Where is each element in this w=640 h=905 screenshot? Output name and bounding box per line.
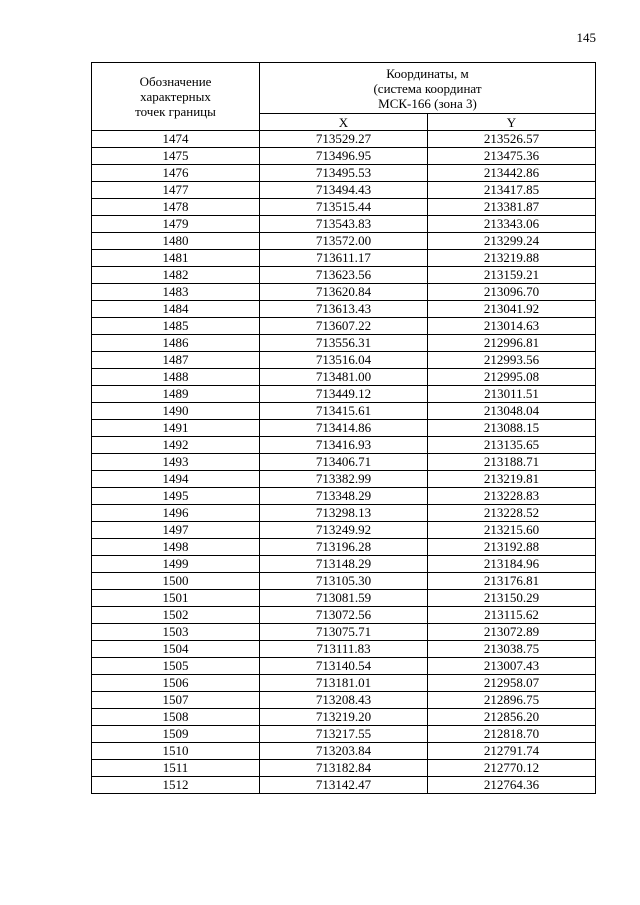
x-coordinate-cell: 713208.43	[260, 692, 428, 709]
table-row	[92, 505, 596, 522]
table-row	[92, 148, 596, 165]
table-header	[92, 63, 596, 131]
y-coordinate-cell: 213150.29	[428, 590, 596, 607]
table-row	[92, 641, 596, 658]
x-coordinate-cell: 713611.17	[260, 250, 428, 267]
y-coordinate-cell: 213048.04	[428, 403, 596, 420]
table-row	[92, 301, 596, 318]
x-coordinate-cell: 713382.99	[260, 471, 428, 488]
table-row	[92, 760, 596, 777]
point-id-cell: 1496	[92, 505, 260, 522]
point-designation-header	[92, 63, 260, 131]
y-coordinate-cell: 213184.96	[428, 556, 596, 573]
x-coordinate-cell: 713142.47	[260, 777, 428, 794]
table-row	[92, 267, 596, 284]
y-coordinate-cell: 213041.92	[428, 301, 596, 318]
table-row	[92, 233, 596, 250]
point-id-cell: 1498	[92, 539, 260, 556]
x-coordinate-cell: 713181.01	[260, 675, 428, 692]
point-id-cell: 1478	[92, 199, 260, 216]
x-coordinate-cell: 713140.54	[260, 658, 428, 675]
x-coordinate-cell: 713072.56	[260, 607, 428, 624]
table-row	[92, 539, 596, 556]
point-header-line: Обозначение	[139, 74, 212, 89]
point-id-cell: 1507	[92, 692, 260, 709]
y-coordinate-cell: 212995.08	[428, 369, 596, 386]
table-row	[92, 522, 596, 539]
coordinates-table	[91, 62, 596, 794]
table-row	[92, 284, 596, 301]
y-coordinate-cell: 212856.20	[428, 709, 596, 726]
y-coordinate-cell: 213007.43	[428, 658, 596, 675]
y-coordinate-cell: 213228.52	[428, 505, 596, 522]
y-coordinate-cell: 213115.62	[428, 607, 596, 624]
x-coordinate-cell: 713196.28	[260, 539, 428, 556]
x-coordinate-cell: 713219.20	[260, 709, 428, 726]
point-id-cell: 1509	[92, 726, 260, 743]
y-coordinate-cell: 213228.83	[428, 488, 596, 505]
point-id-cell: 1487	[92, 352, 260, 369]
y-coordinate-cell: 213526.57	[428, 131, 596, 148]
point-id-cell: 1504	[92, 641, 260, 658]
y-coordinate-cell: 213135.65	[428, 437, 596, 454]
table-row	[92, 777, 596, 794]
table-row	[92, 182, 596, 199]
y-coordinate-cell: 212996.81	[428, 335, 596, 352]
x-coordinate-cell: 713572.00	[260, 233, 428, 250]
page-number: 145	[576, 30, 596, 45]
x-coordinate-cell: 713543.83	[260, 216, 428, 233]
table-row	[92, 709, 596, 726]
point-id-cell: 1497	[92, 522, 260, 539]
table-row	[92, 658, 596, 675]
x-coordinate-cell: 713529.27	[260, 131, 428, 148]
x-coordinate-cell: 713620.84	[260, 284, 428, 301]
x-coordinate-cell: 713496.95	[260, 148, 428, 165]
x-coordinate-cell: 713249.92	[260, 522, 428, 539]
y-coordinate-cell: 213011.51	[428, 386, 596, 403]
point-id-cell: 1492	[92, 437, 260, 454]
x-coordinate-cell: 713494.43	[260, 182, 428, 199]
point-id-cell: 1489	[92, 386, 260, 403]
point-id-cell: 1484	[92, 301, 260, 318]
x-coordinate-cell: 713111.83	[260, 641, 428, 658]
y-coordinate-cell: 212818.70	[428, 726, 596, 743]
x-coordinate-cell: 713414.86	[260, 420, 428, 437]
point-id-cell: 1494	[92, 471, 260, 488]
x-coordinate-cell: 713495.53	[260, 165, 428, 182]
table-row	[92, 369, 596, 386]
y-coordinate-cell: 212896.75	[428, 692, 596, 709]
table-row	[92, 250, 596, 267]
x-coordinate-cell: 713623.56	[260, 267, 428, 284]
point-id-cell: 1503	[92, 624, 260, 641]
point-id-cell: 1474	[92, 131, 260, 148]
table-row	[92, 607, 596, 624]
point-id-cell: 1495	[92, 488, 260, 505]
table-row	[92, 420, 596, 437]
table-row	[92, 488, 596, 505]
table-row	[92, 743, 596, 760]
x-coordinate-cell: 713416.93	[260, 437, 428, 454]
y-coordinate-cell: 213188.71	[428, 454, 596, 471]
y-coordinate-cell: 213219.88	[428, 250, 596, 267]
x-coordinate-cell: 713415.61	[260, 403, 428, 420]
point-id-cell: 1505	[92, 658, 260, 675]
point-id-cell: 1490	[92, 403, 260, 420]
y-coordinate-cell: 213176.81	[428, 573, 596, 590]
x-coordinate-cell: 713298.13	[260, 505, 428, 522]
point-id-cell: 1475	[92, 148, 260, 165]
y-coordinate-cell: 213475.36	[428, 148, 596, 165]
point-header-line: характерных	[140, 89, 211, 104]
point-id-cell: 1501	[92, 590, 260, 607]
coordinates-header	[260, 63, 596, 114]
point-id-cell: 1493	[92, 454, 260, 471]
table-row	[92, 675, 596, 692]
y-coordinate-cell: 213299.24	[428, 233, 596, 250]
x-coordinate-cell: 713481.00	[260, 369, 428, 386]
y-coordinate-cell: 212791.74	[428, 743, 596, 760]
x-coordinate-cell: 713556.31	[260, 335, 428, 352]
point-id-cell: 1480	[92, 233, 260, 250]
y-coordinate-cell: 212993.56	[428, 352, 596, 369]
table-row	[92, 165, 596, 182]
x-coordinate-cell: 713607.22	[260, 318, 428, 335]
point-header-line: точек границы	[135, 104, 216, 119]
y-coordinate-cell: 212764.36	[428, 777, 596, 794]
y-coordinate-cell: 213343.06	[428, 216, 596, 233]
point-id-cell: 1476	[92, 165, 260, 182]
table-row	[92, 216, 596, 233]
y-coordinate-cell: 213072.89	[428, 624, 596, 641]
table-row	[92, 590, 596, 607]
table-row	[92, 335, 596, 352]
point-id-cell: 1499	[92, 556, 260, 573]
point-id-cell: 1481	[92, 250, 260, 267]
table-row	[92, 454, 596, 471]
point-id-cell: 1488	[92, 369, 260, 386]
x-coordinate-cell: 713182.84	[260, 760, 428, 777]
y-coordinate-cell: 213215.60	[428, 522, 596, 539]
table-row	[92, 131, 596, 148]
point-id-cell: 1510	[92, 743, 260, 760]
y-coordinate-cell: 213096.70	[428, 284, 596, 301]
x-coordinate-cell: 713203.84	[260, 743, 428, 760]
point-id-cell: 1506	[92, 675, 260, 692]
y-coordinate-cell: 213192.88	[428, 539, 596, 556]
point-id-cell: 1486	[92, 335, 260, 352]
y-coordinate-cell: 212770.12	[428, 760, 596, 777]
y-coordinate-cell: 213088.15	[428, 420, 596, 437]
x-coordinate-cell: 713081.59	[260, 590, 428, 607]
y-coordinate-cell: 213159.21	[428, 267, 596, 284]
y-coordinate-cell: 213381.87	[428, 199, 596, 216]
point-id-cell: 1511	[92, 760, 260, 777]
table-row	[92, 437, 596, 454]
table-body	[92, 131, 596, 794]
table-row	[92, 573, 596, 590]
table-row	[92, 471, 596, 488]
table-row	[92, 386, 596, 403]
x-column-header: X	[260, 114, 428, 131]
x-coordinate-cell: 713105.30	[260, 573, 428, 590]
table-row	[92, 556, 596, 573]
x-coordinate-cell: 713348.29	[260, 488, 428, 505]
point-id-cell: 1483	[92, 284, 260, 301]
point-id-cell: 1512	[92, 777, 260, 794]
x-coordinate-cell: 713613.43	[260, 301, 428, 318]
point-id-cell: 1485	[92, 318, 260, 335]
y-coordinate-cell: 213038.75	[428, 641, 596, 658]
y-coordinate-cell: 212958.07	[428, 675, 596, 692]
point-id-cell: 1491	[92, 420, 260, 437]
point-id-cell: 1502	[92, 607, 260, 624]
y-column-header: Y	[428, 114, 596, 131]
y-coordinate-cell: 213417.85	[428, 182, 596, 199]
y-coordinate-cell: 213219.81	[428, 471, 596, 488]
x-coordinate-cell: 713516.04	[260, 352, 428, 369]
point-id-cell: 1479	[92, 216, 260, 233]
y-coordinate-cell: 213014.63	[428, 318, 596, 335]
table-row	[92, 352, 596, 369]
point-id-cell: 1482	[92, 267, 260, 284]
point-id-cell: 1508	[92, 709, 260, 726]
coords-header-line: (система координат	[373, 80, 482, 96]
x-coordinate-cell: 713449.12	[260, 386, 428, 403]
table-row	[92, 318, 596, 335]
coords-header-line: Координаты, м	[386, 65, 469, 81]
coords-header-line: МСК-166 (зона 3)	[378, 95, 477, 111]
point-id-cell: 1500	[92, 573, 260, 590]
table-row	[92, 624, 596, 641]
point-id-cell: 1477	[92, 182, 260, 199]
x-coordinate-cell: 713148.29	[260, 556, 428, 573]
y-coordinate-cell: 213442.86	[428, 165, 596, 182]
table-row	[92, 199, 596, 216]
table-row	[92, 692, 596, 709]
header-row	[92, 63, 596, 114]
x-coordinate-cell: 713075.71	[260, 624, 428, 641]
table-row	[92, 403, 596, 420]
x-coordinate-cell: 713515.44	[260, 199, 428, 216]
x-coordinate-cell: 713406.71	[260, 454, 428, 471]
x-coordinate-cell: 713217.55	[260, 726, 428, 743]
table-row	[92, 726, 596, 743]
